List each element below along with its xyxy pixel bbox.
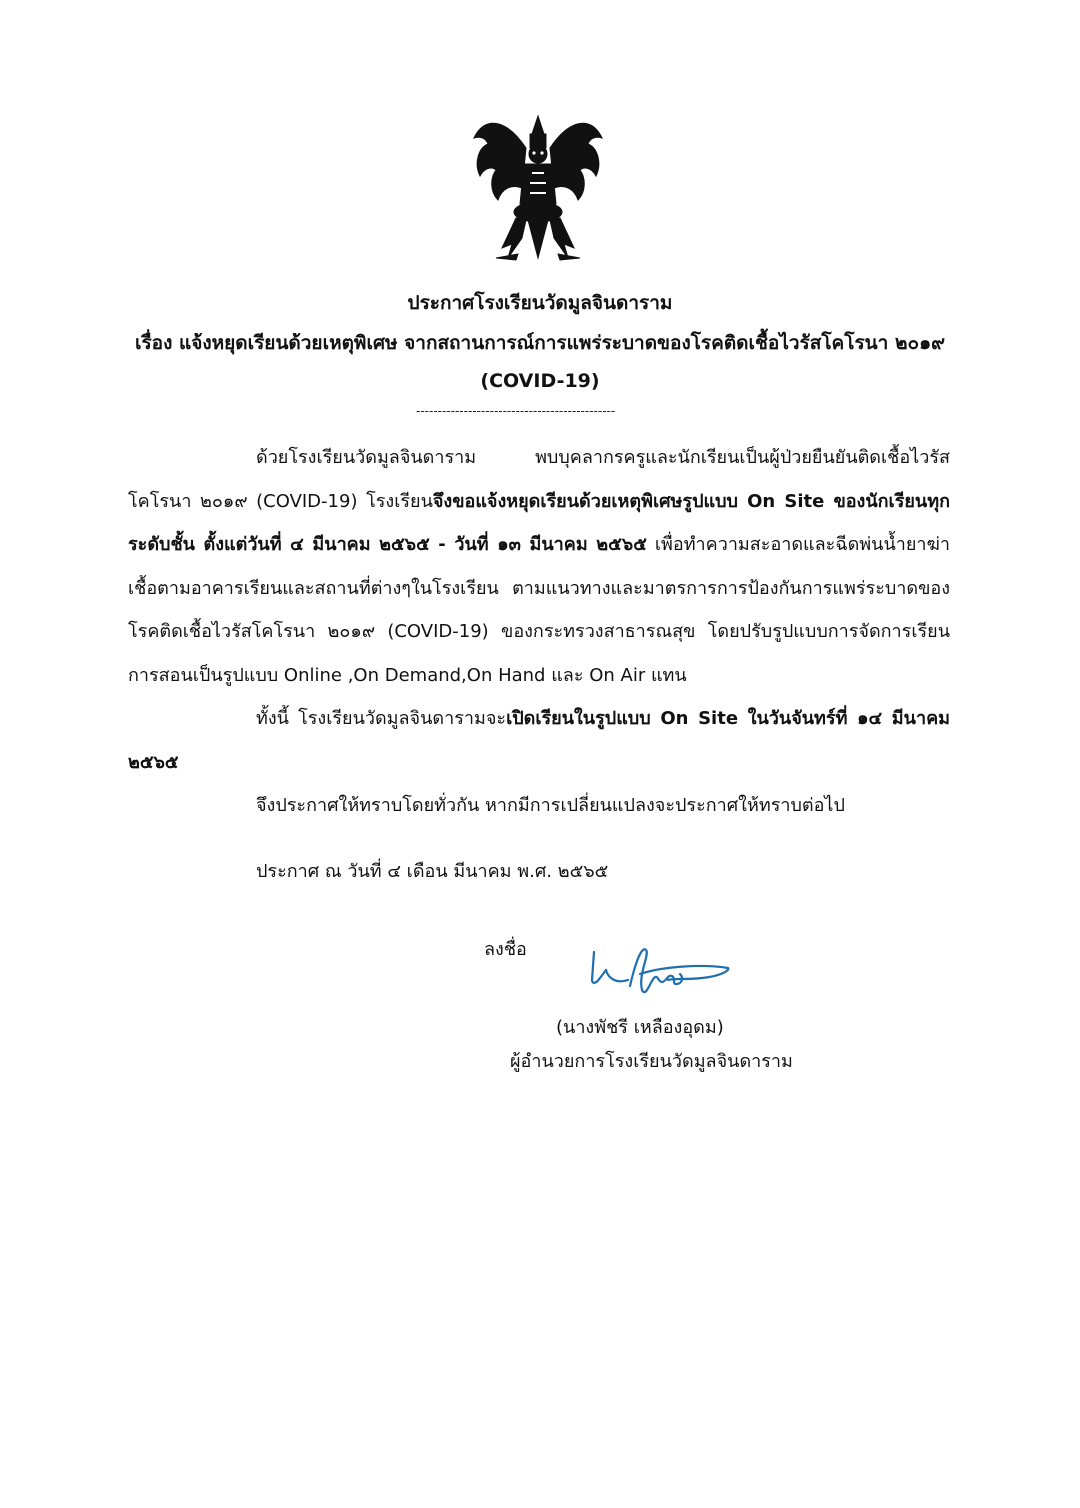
handwritten-signature: [584, 940, 734, 1006]
closing-statement: จึงประกาศให้ทราบโดยทั่วกัน หากมีการเปลี่ยนแปลงจะประกาศให้ทราบต่อไป: [256, 795, 845, 816]
signature-label: ลงชื่อ: [484, 939, 527, 960]
announcement-date: ประกาศ ณ วันที่ ๔ เดือน มีนาคม พ.ศ. ๒๕๖๕: [256, 861, 609, 882]
announcement-title: ประกาศโรงเรียนวัดมูลจินดาราม: [407, 292, 673, 314]
announcement-subject-covid: (COVID-19): [480, 370, 600, 392]
paragraph-1-bold: จึงขอแจ้งหยุดเรียนด้วยเหตุพิเศษรูปแบบ On Site ของนักเรียนทุกระดับชั้น ตั้งแต่วันที่ ๔ มีนาคม ๒๕๖๕ - วันที่ ๑๓ มีนาคม ๒๕๖๕: [128, 490, 950, 556]
separator-line: ----------------------------------------------: [416, 404, 616, 418]
paragraph-1-text-a: ด้วยโรงเรียนวัดมูลจินดาราม พบบุคลากรครูและนักเรียนเป็นผู้ป่วยยืนยันติดเชื้อไวรัสโคโรนา ๒๐๑๙ (COVID-19) โรงเรียน: [128, 447, 950, 512]
paragraph-1: [128, 436, 950, 698]
garuda-emblem-icon: [466, 108, 610, 266]
paragraph-2-text: ทั้งนี้ โรงเรียนวัดมูลจินดารามจะ: [256, 708, 507, 729]
paragraph-2-bold: เปิดเรียนในรูปแบบ On Site ในวันจันทร์ที่ ๑๔ มีนาคม ๒๕๖๕: [128, 708, 950, 773]
signer-position: ผู้อำนวยการโรงเรียนวัดมูลจินดาราม: [510, 1051, 793, 1072]
paragraph-2: [128, 697, 950, 784]
announcement-subject: เรื่อง แจ้งหยุดเรียนด้วยเหตุพิเศษ จากสถานการณ์การแพร่ระบาดของโรคติดเชื้อไวรัสโคโรนา ๒๐๑๙: [134, 332, 946, 354]
signer-name: (นางพัชรี เหลืองอุดม): [556, 1017, 724, 1038]
paragraph-1-text-b: เพื่อทำความสะอาดและฉีดพ่นน้ำยาฆ่าเชื้อตามอาคารเรียนและสถานที่ต่างๆในโรงเรียน ตามแนวทางและมาตรการการป้องกันการแพร่ระบาดของโรคติดเชื้อไวรัสโคโรนา ๒๐๑๙ (COVID-19) ของกระทรวงสาธารณสุข โดยปรับรูปแบบการจัดการเรียนการสอนเป็นรูปแบบ Online ,On Demand,On Hand และ On Air แทน: [128, 534, 951, 686]
